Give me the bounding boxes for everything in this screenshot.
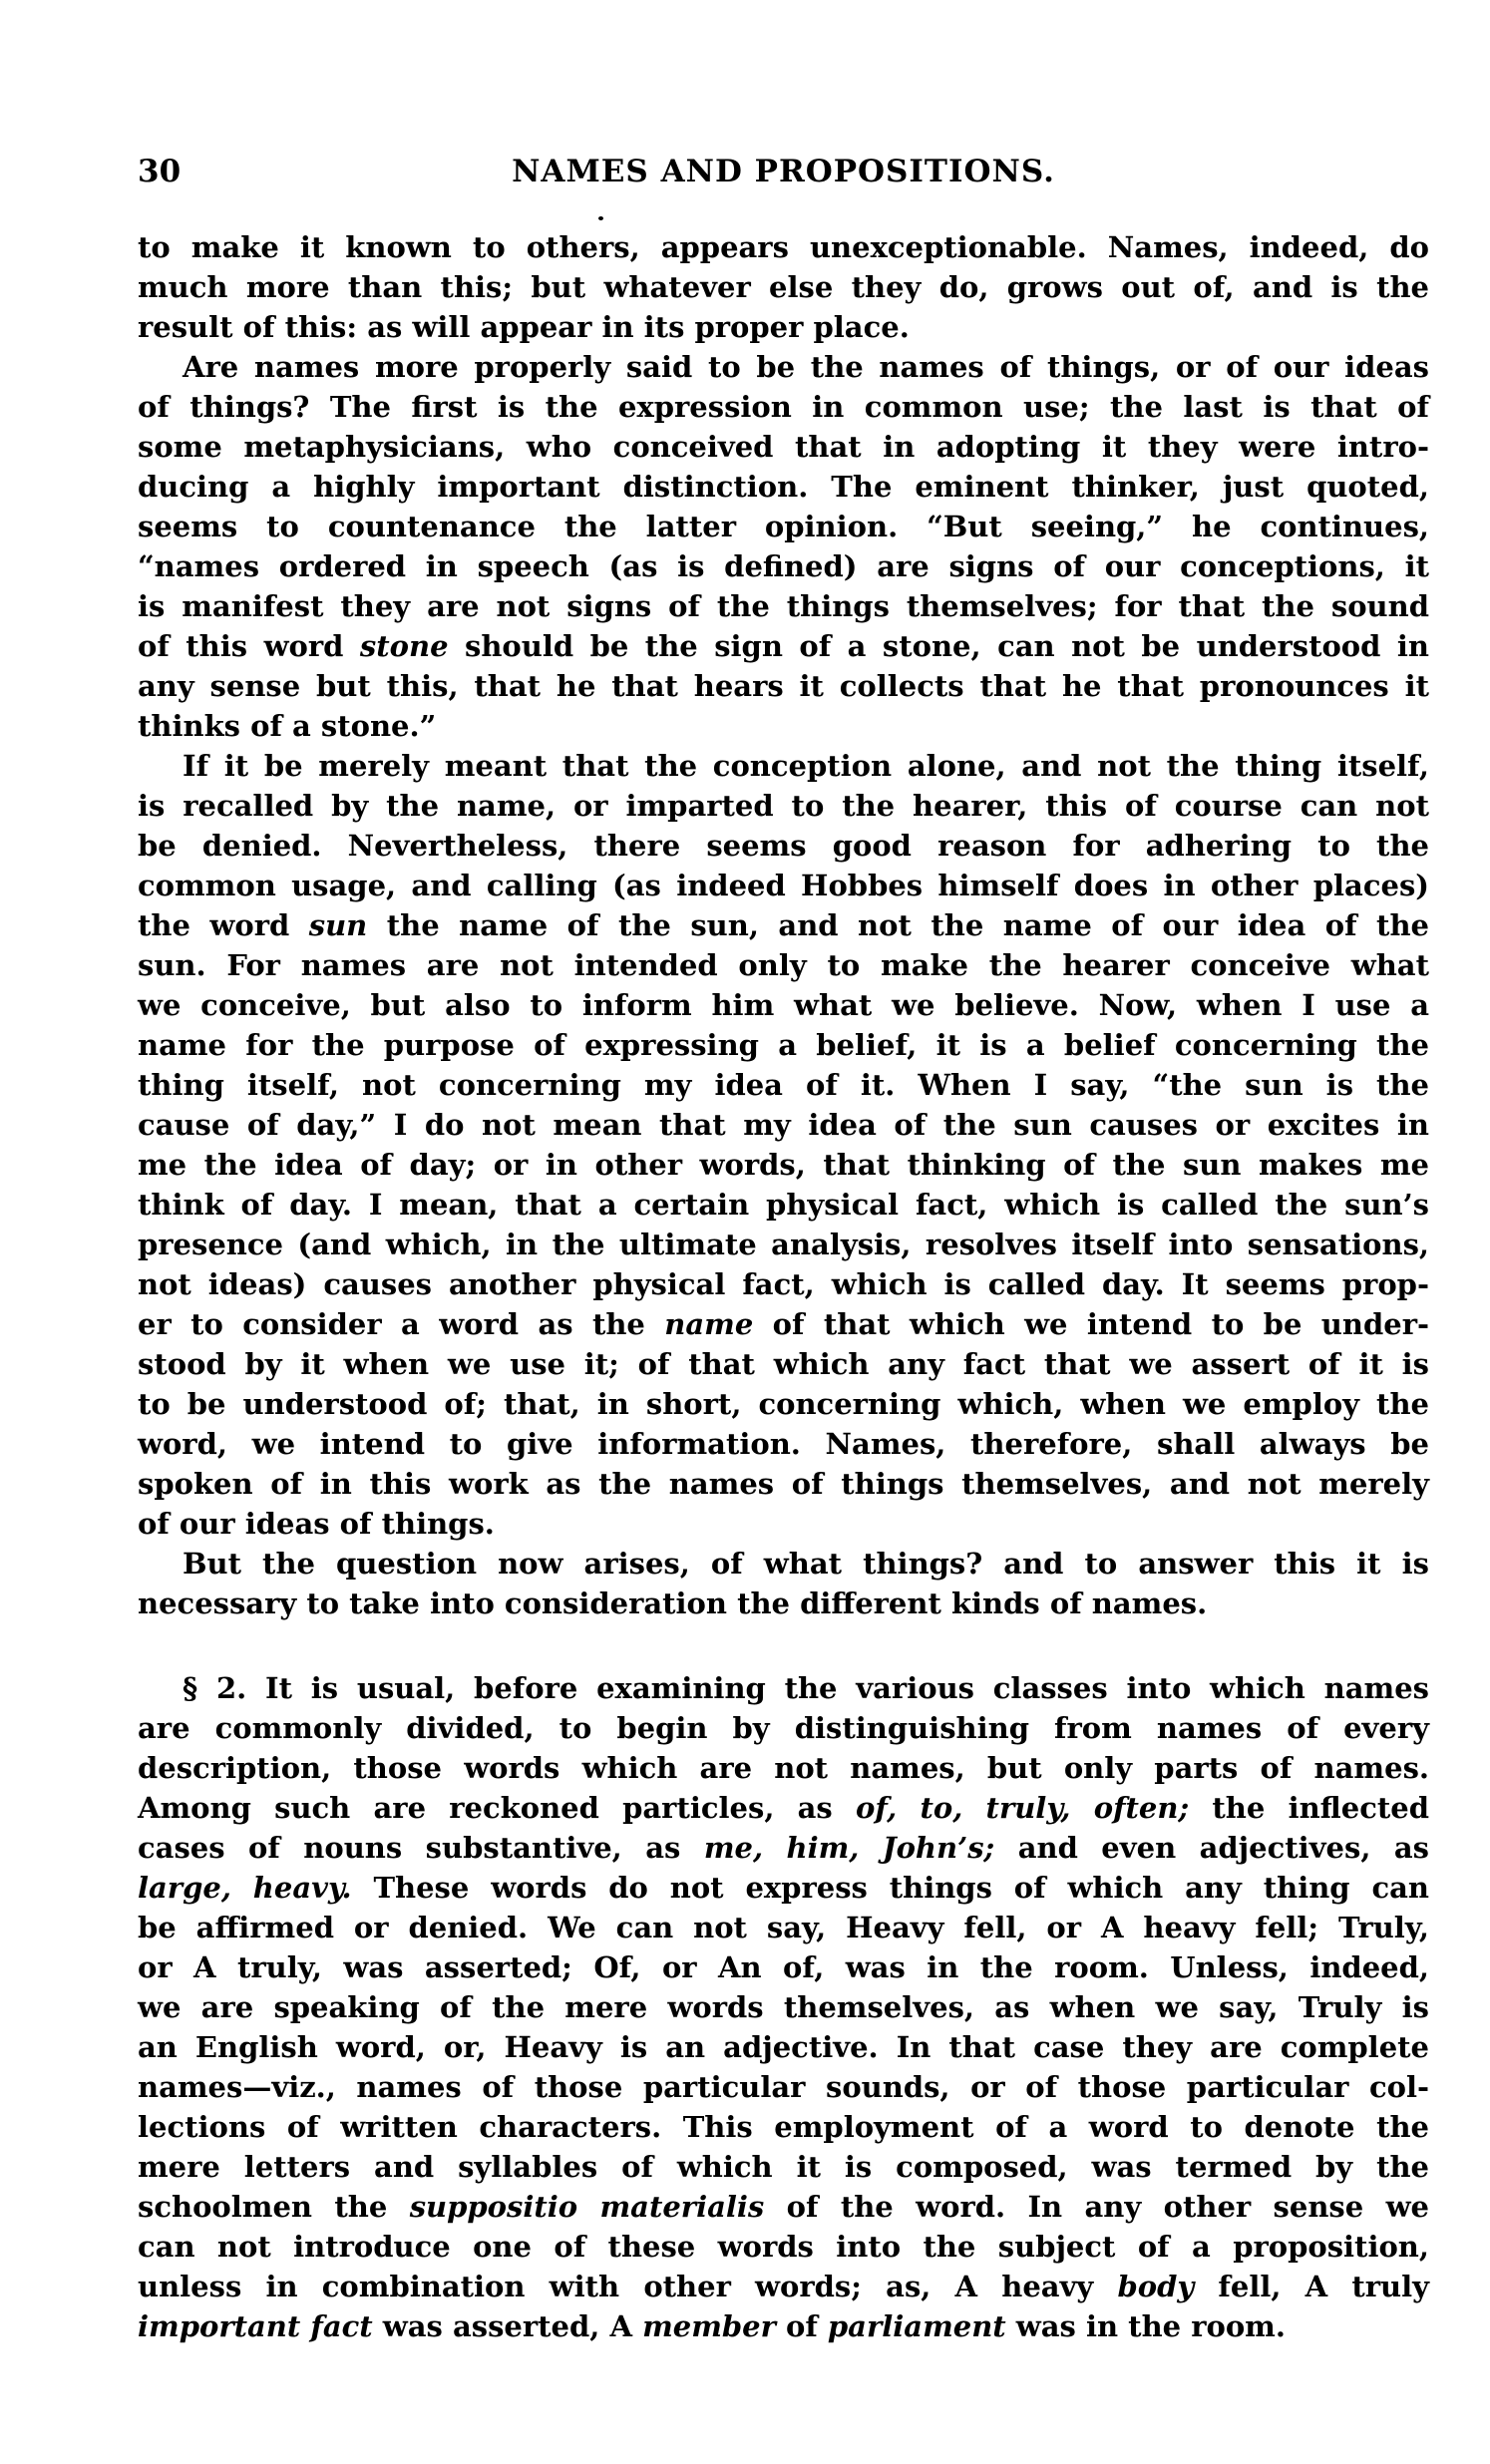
text-line: we are speaking of the mere words themselves, as when we say, Truly is <box>138 1990 1429 2024</box>
text-line: or A truly, was asserted; Of, or An of, was in the room. Unless, indeed, <box>138 1950 1429 1984</box>
text-line: to make it known to others, appears unexceptionable. Names, indeed, do <box>138 230 1429 264</box>
text-line: thing itself, not concerning my idea of it. When I say, “the sun is the <box>138 1068 1429 1102</box>
text-line: But the question now arises, of what things? and to answer this it is <box>183 1547 1429 1581</box>
ink-speck <box>598 216 603 220</box>
text-line: seems to countenance the latter opinion. “But seeing,” he continues, <box>138 510 1429 543</box>
text-line: think of day. I mean, that a certain physical fact, which is called the sun’s <box>138 1188 1429 1222</box>
text-line: word, we intend to give information. Names, therefore, shall always be <box>138 1427 1429 1461</box>
text-line: spoken of in this work as the names of things themselves, and not merely <box>138 1467 1429 1501</box>
text-line: of things? The first is the expression in common use; the last is that of <box>138 390 1429 424</box>
text-line: to be understood of; that, in short, concerning which, when we employ the <box>138 1387 1429 1421</box>
italic-text: suppositio materialis <box>409 2190 765 2224</box>
text-line: any sense but this, that he that hears it collects that he that pronounces it <box>138 669 1429 703</box>
italic-text: of, to, truly, often; <box>855 1791 1190 1825</box>
text-line: the word sun the name of the sun, and not the name of our idea of the <box>138 908 1429 942</box>
text-line: me the idea of day; or in other words, that thinking of the sun makes me <box>138 1148 1429 1182</box>
running-head <box>138 152 1429 191</box>
text-line: not ideas) causes another physical fact, which is called day. It seems prop- <box>138 1267 1429 1301</box>
text-line: some metaphysicians, who conceived that in adopting it they were intro- <box>138 430 1429 464</box>
text-line: Are names more properly said to be the names of things, or of our ideas <box>183 350 1429 384</box>
text-line: unless in combination with other words; as, A heavy body fell, A truly <box>138 2270 1429 2303</box>
text-line: cause of day,” I do not mean that my idea of the sun causes or excites in <box>138 1108 1429 1142</box>
text-line: important fact was asserted, A member of parliament was in the room. <box>138 2309 1286 2343</box>
italic-text: stone <box>359 629 449 663</box>
italic-text: sun <box>308 908 368 942</box>
italic-text: body <box>1117 2270 1195 2303</box>
paragraph <box>138 1668 1429 2346</box>
text-line: If it be merely meant that the conception alone, and not the thing itself, <box>183 749 1429 783</box>
text-line: er to consider a word as the name of that which we intend to be under- <box>138 1307 1430 1341</box>
paragraph <box>138 347 1429 746</box>
text-line: sun. For names are not intended only to make the hearer conceive what <box>138 948 1429 982</box>
text-line: description, those words which are not names, but only parts of names. <box>138 1751 1429 1785</box>
text-line: Among such are reckoned particles, as of, to, truly, often; the inflected <box>138 1791 1429 1825</box>
text-line: lections of written characters. This employment of a word to denote the <box>138 2110 1429 2144</box>
text-line: stood by it when we use it; of that which any fact that we assert of it is <box>138 1347 1429 1381</box>
italic-text: large, heavy. <box>138 1871 352 1905</box>
paragraph <box>138 1544 1429 1623</box>
text-line: “names ordered in speech (as is defined) are signs of our conceptions, it <box>138 549 1429 583</box>
page-number: 30 <box>138 154 182 189</box>
text-line: mere letters and syllables of which it is composed, was termed by the <box>138 2150 1429 2184</box>
paragraph <box>138 746 1429 1544</box>
text-line: ducing a highly important distinction. The eminent thinker, just quoted, <box>138 470 1429 504</box>
text-line: necessary to take into consideration the different kinds of names. <box>138 1586 1208 1620</box>
text-line: much more than this; but whatever else they do, grows out of, and is the <box>138 270 1429 304</box>
italic-text: me, him, John’s; <box>703 1831 995 1865</box>
text-line: large, heavy. These words do not express things of which any thing can <box>138 1871 1429 1905</box>
text-line: is manifest they are not signs of the things themselves; for that the sound <box>138 589 1429 623</box>
text-line: common usage, and calling (as indeed Hobbes himself does in other places) <box>138 869 1429 902</box>
text-line: of our ideas of things. <box>138 1507 495 1541</box>
text-line: result of this: as will appear in its proper place. <box>138 310 910 344</box>
text-line: names—viz., names of those particular sounds, or of those particular col- <box>138 2070 1429 2104</box>
text-line: cases of nouns substantive, as me, him, John’s; and even adjectives, as <box>138 1831 1429 1865</box>
paragraph <box>138 227 1429 347</box>
page-body <box>138 227 1429 2346</box>
text-line: schoolmen the suppositio materialis of the word. In any other sense we <box>138 2190 1429 2224</box>
text-line: § 2. It is usual, before examining the various classes into which names <box>183 1671 1429 1705</box>
text-line: name for the purpose of expressing a belief, it is a belief concerning the <box>138 1028 1429 1062</box>
text-line: be affirmed or denied. We can not say, Heavy fell, or A heavy fell; Truly, <box>138 1911 1429 1944</box>
italic-text: important fact <box>138 2309 373 2343</box>
running-title: NAMES AND PROPOSITIONS. <box>512 154 1055 189</box>
text-line: be denied. Nevertheless, there seems good reason for adhering to the <box>138 829 1429 863</box>
text-line: we conceive, but also to inform him what we believe. Now, when I use a <box>138 988 1429 1022</box>
text-line: of this word stone should be the sign of a stone, can not be understood in <box>138 629 1429 663</box>
text-line: can not introduce one of these words into the subject of a proposition, <box>138 2230 1429 2264</box>
text-line: is recalled by the name, or imparted to the hearer, this of course can not <box>138 789 1429 823</box>
italic-text: member <box>642 2309 776 2343</box>
text-line: presence (and which, in the ultimate analysis, resolves itself into sensations, <box>138 1228 1429 1261</box>
text-line: thinks of a stone.” <box>138 709 437 743</box>
text-line: an English word, or, Heavy is an adjective. In that case they are complete <box>138 2030 1429 2064</box>
italic-text: parliament <box>827 2309 1006 2343</box>
italic-text: name <box>664 1307 754 1341</box>
text-line: are commonly divided, to begin by distinguishing from names of every <box>138 1711 1429 1745</box>
